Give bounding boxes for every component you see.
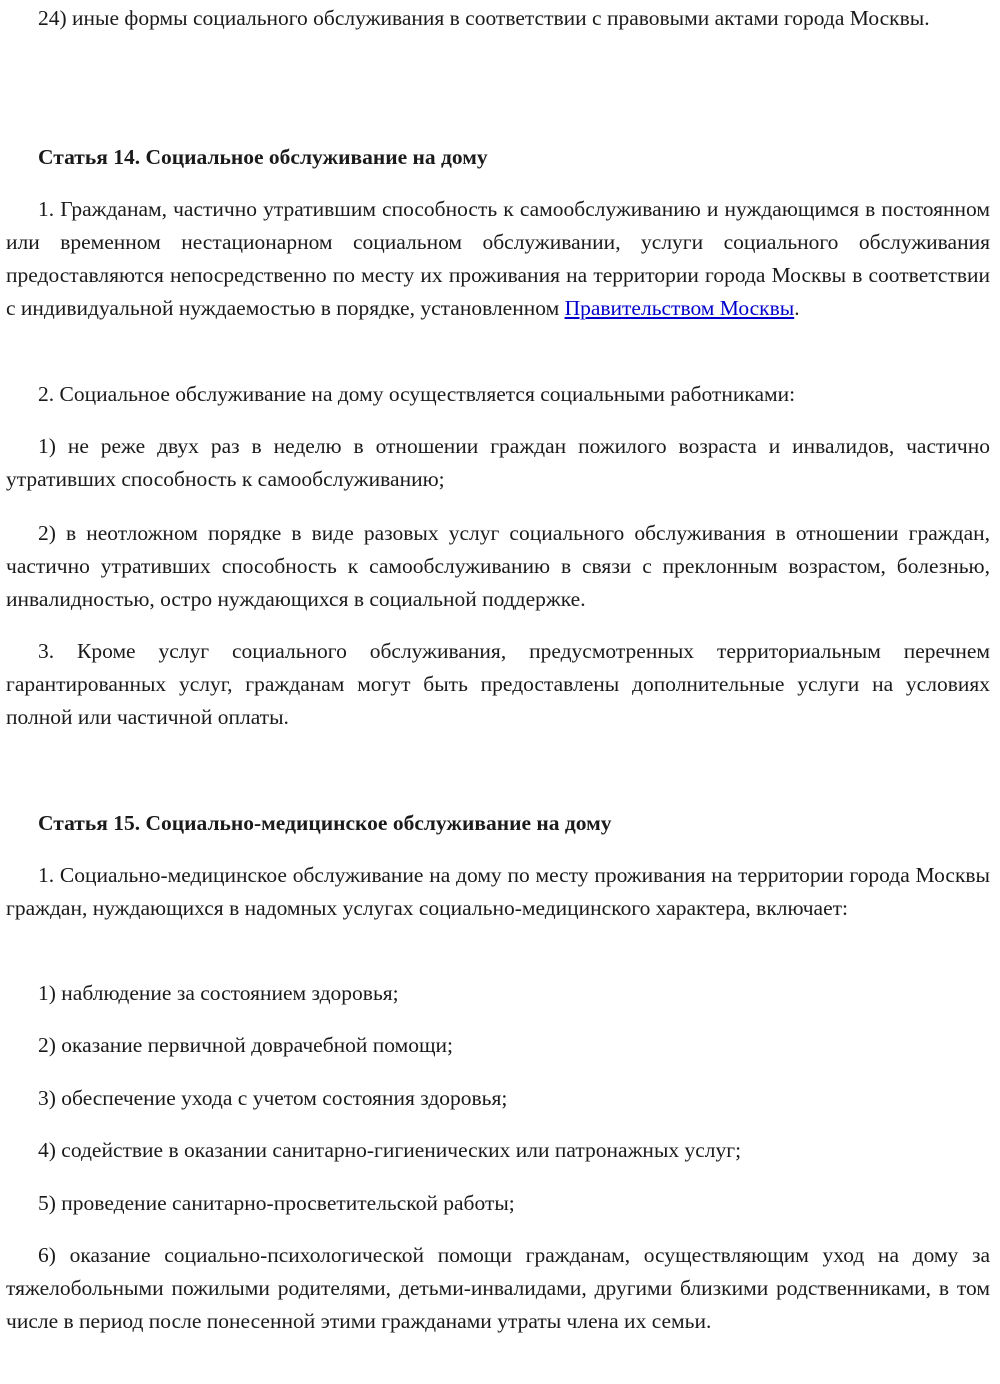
article-15-heading: Статья 15. Социально-медицинское обслуживание на дому [38, 811, 612, 835]
article-14-paragraph-1-text: 1. Гражданам, частично утратившим способность к самообслуживанию и нуждающимся в постоянном или временном нестационарном социальном обслуживании, услуги социального обслуживания предоставляются непосредственно по месту их проживания на территории города Москвы в соответствии с индивидуальной нуждаемостью в порядке, установленном [6, 197, 990, 320]
article-15-item-6: 6) оказание социально-психологической помощи гражданам, осуществляющим уход на дому за тяжелобольными пожилыми родителями, детьми-инвалидами, другими близкими родственниками, в том числе в период после понесенной этими гражданами утраты члена их семьи. [6, 1243, 990, 1333]
article-15-item-1: 1) наблюдение за состоянием здоровья; [38, 981, 399, 1005]
article-15-item-4: 4) содействие в оказании санитарно-гигиенических или патронажных услуг; [38, 1138, 742, 1162]
list-item-24: 24) иные формы социального обслуживания в соответствии с правовыми актами города Москвы. [38, 6, 930, 30]
article-15-item-5: 5) проведение санитарно-просветительской работы; [38, 1191, 515, 1215]
article-14-heading: Статья 14. Социальное обслуживание на дому [38, 145, 488, 169]
article-15-item-3: 3) обеспечение ухода с учетом состояния здоровья; [38, 1086, 508, 1110]
article-15-paragraph-1: 1. Социально-медицинское обслуживание на дому по месту проживания на территории города Москвы граждан, нуждающихся в надомных услугах социально-медицинского характера, включает: [6, 863, 990, 920]
article-15-item-2: 2) оказание первичной доврачебной помощи; [38, 1033, 454, 1057]
article-14-paragraph-3: 3. Кроме услуг социального обслуживания, предусмотренных территориальным перечнем гарантированных услуг, гражданам могут быть предоставлены дополнительные услуги на условиях полной или частичной оплаты. [6, 639, 990, 729]
article-14-paragraph-1 [6, 193, 990, 325]
article-14-paragraph-2: 2. Социальное обслуживание на дому осуществляется социальными работниками: [38, 382, 796, 406]
government-of-moscow-link[interactable]: Правительством Москвы [564, 296, 795, 320]
article-14-paragraph-1-end: . [794, 296, 800, 320]
article-14-paragraph-2-item-2: 2) в неотложном порядке в виде разовых услуг социального обслуживания в отношении граждан, частично утративших способность к самообслуживанию в связи с преклонным возрастом, болезнью, инвалидностью, остро нуждающихся в социальной поддержке. [6, 521, 990, 611]
article-14-paragraph-2-item-1: 1) не реже двух раз в неделю в отношении граждан пожилого возраста и инвалидов, частично утративших способность к самообслуживанию; [6, 434, 990, 491]
